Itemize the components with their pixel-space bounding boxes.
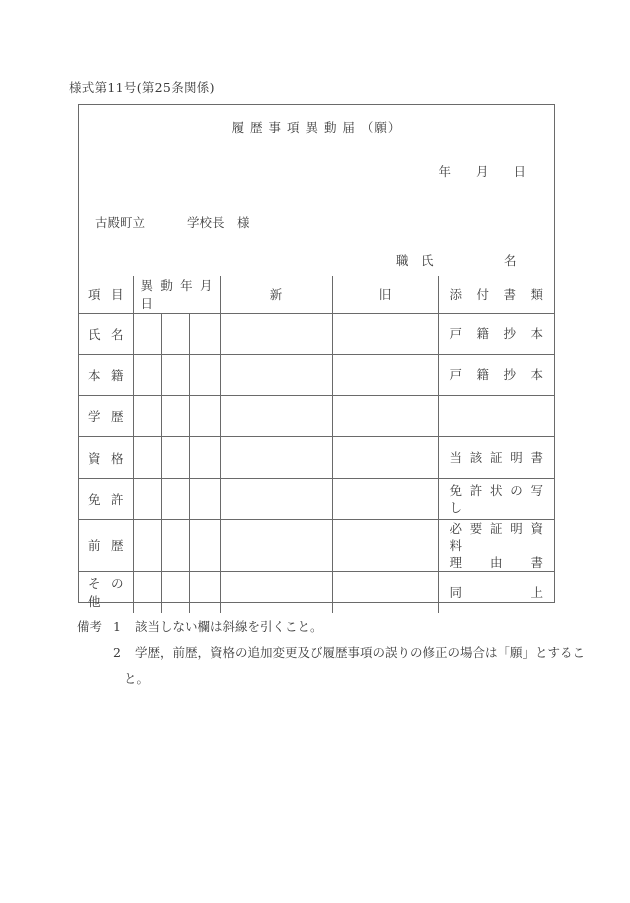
header-new: 新 — [220, 276, 332, 313]
remark-item-2 — [77, 640, 586, 666]
new-value-cell — [220, 313, 332, 354]
change-date-year-cell — [133, 571, 161, 612]
new-value-cell — [220, 478, 332, 519]
change-date-day-cell — [189, 437, 220, 478]
header-change-date: 異 動 年 月 日 — [133, 276, 220, 313]
attachment-cell — [438, 354, 554, 395]
change-date-month-cell — [161, 354, 189, 395]
signature-name-label: 名 — [504, 253, 517, 268]
attachment-cell — [438, 396, 554, 437]
item-cell: 氏 名 — [79, 313, 133, 354]
table-row-education — [79, 396, 554, 437]
header-old: 旧 — [332, 276, 438, 313]
old-value-cell — [332, 313, 438, 354]
table-row-qualification — [79, 437, 554, 478]
table-row-domicile — [79, 354, 554, 395]
new-value-cell — [220, 396, 332, 437]
new-value-cell — [220, 354, 332, 395]
attachment-cell — [438, 313, 554, 354]
change-items-table — [79, 276, 554, 613]
change-date-month-cell — [161, 437, 189, 478]
new-value-cell — [220, 519, 332, 571]
item-cell: 資 格 — [79, 437, 133, 478]
remark-item-1 — [77, 614, 577, 640]
form-number-label: 様式第11号(第25条関係) — [69, 80, 215, 95]
item-cell: 前 歴 — [79, 519, 133, 571]
remark-number: 2 — [113, 645, 121, 660]
form-title: 履 歴 事 項 異 動 届 （願） — [231, 120, 402, 135]
old-value-cell — [332, 478, 438, 519]
change-date-month-cell — [161, 396, 189, 437]
change-date-year-cell — [133, 313, 161, 354]
change-date-day-cell — [189, 478, 220, 519]
addressee-municipality: 古殿町立 — [95, 215, 146, 230]
remarks-label: 備考 — [77, 619, 103, 634]
attachment-text: 免 許 状 の 写 し — [449, 482, 544, 515]
old-value-cell — [332, 571, 438, 612]
change-date-month-cell — [161, 571, 189, 612]
change-date-day-cell — [189, 396, 220, 437]
change-date-day-cell — [189, 571, 220, 612]
change-date-day-cell — [189, 354, 220, 395]
change-date-day-cell — [189, 519, 220, 571]
attachment-text: 戸 籍 抄 本 — [449, 326, 544, 342]
remark-text: 学歴，前歴，資格の追加変更及び履歴事項の誤りの修正の場合は「願」とするこ — [135, 645, 586, 660]
change-date-year-cell — [133, 478, 161, 519]
attachment-cell — [438, 519, 554, 571]
old-value-cell — [332, 354, 438, 395]
old-value-cell — [332, 437, 438, 478]
change-date-year-cell — [133, 396, 161, 437]
attachment-cell — [438, 571, 554, 612]
table-row-other — [79, 571, 554, 612]
form-box — [78, 104, 555, 610]
change-date-month-cell — [161, 519, 189, 571]
change-date-year-cell — [133, 437, 161, 478]
table-row-name — [79, 313, 554, 354]
attachment-text: 戸 籍 抄 本 — [449, 367, 544, 383]
addressee-line — [95, 213, 250, 231]
change-date-month-cell — [161, 478, 189, 519]
attachment-text: 同 上 — [449, 584, 544, 600]
change-date-month-cell — [161, 313, 189, 354]
change-date-year-cell — [133, 519, 161, 571]
table-header-row — [79, 276, 554, 313]
item-cell: その他 — [79, 571, 133, 612]
change-date-day-cell — [189, 313, 220, 354]
item-cell: 学 歴 — [79, 396, 133, 437]
item-cell: 免 許 — [79, 478, 133, 519]
item-cell: 本 籍 — [79, 354, 133, 395]
table-row-previous-career — [79, 519, 554, 571]
addressee-recipient: 学校長 様 — [187, 215, 250, 230]
attachment-text: 必 要 証 明 資 料 — [449, 520, 544, 553]
header-attachments: 添 付 書 類 — [438, 276, 554, 313]
attachment-text-line2: 理 由 書 — [449, 554, 544, 570]
table-row-license — [79, 478, 554, 519]
signature-position-name-label: 職 氏 — [396, 253, 434, 268]
attachment-cell — [438, 478, 554, 519]
remark-text: 該当しない欄は斜線を引くこと。 — [135, 619, 323, 634]
remark-number: 1 — [113, 619, 121, 634]
new-value-cell — [220, 437, 332, 478]
change-date-year-cell — [133, 354, 161, 395]
date-line: 年 月 日 — [438, 164, 526, 179]
old-value-cell — [332, 396, 438, 437]
header-item: 項 目 — [79, 276, 133, 313]
remark-text-continuation: と。 — [124, 671, 150, 686]
attachment-text: 当 該 証 明 書 — [449, 450, 544, 466]
remark-item-2-continuation — [77, 666, 577, 692]
attachment-cell — [438, 437, 554, 478]
remarks-section — [77, 614, 586, 692]
old-value-cell — [332, 519, 438, 571]
new-value-cell — [220, 571, 332, 612]
